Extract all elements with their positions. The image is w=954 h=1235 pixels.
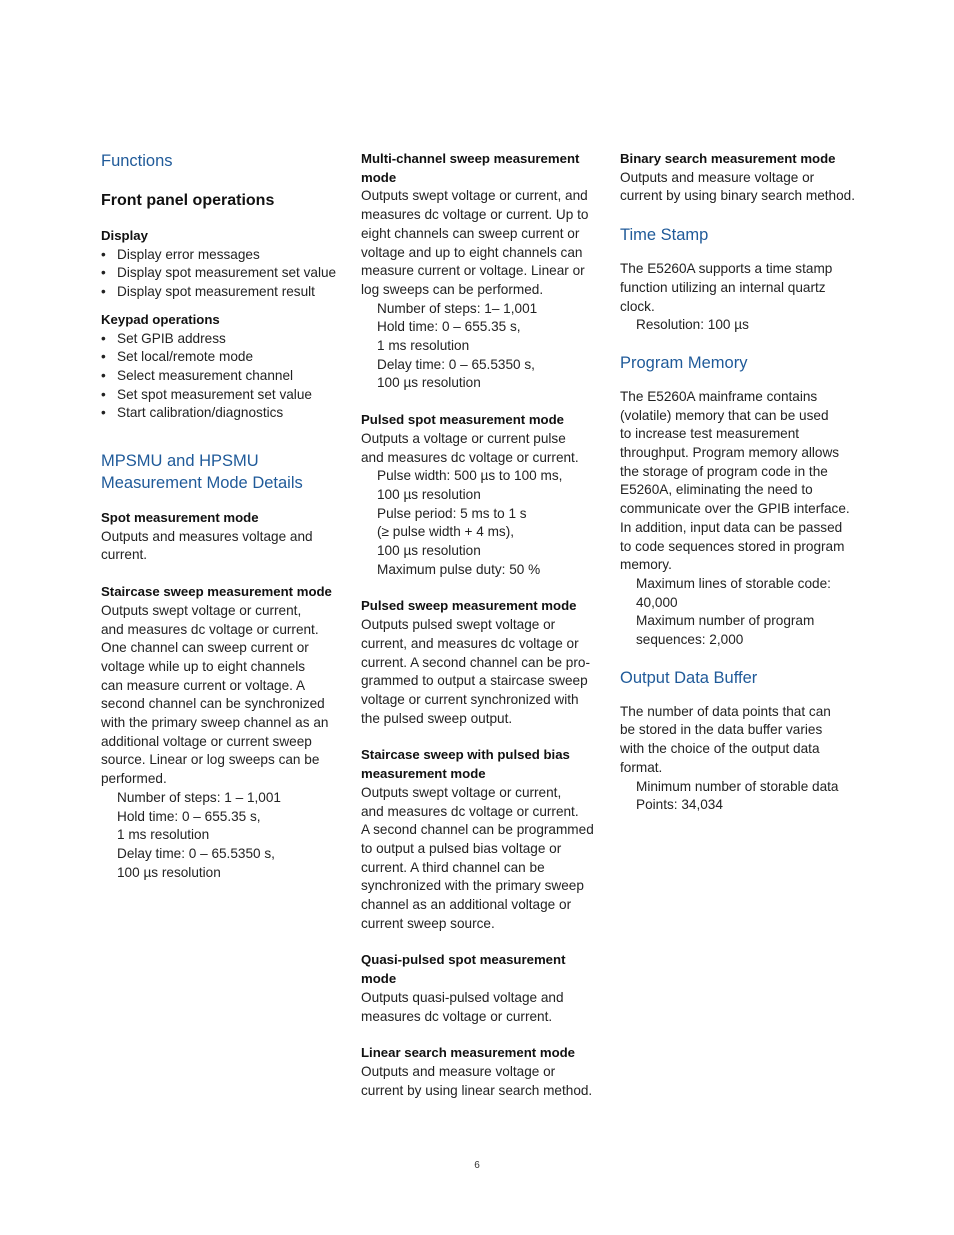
list-item: • Set GPIB address xyxy=(101,330,226,346)
list-item: • Set local/remote mode xyxy=(101,349,254,365)
list-item: • Select measurement channel xyxy=(101,367,294,383)
column-2 xyxy=(361,150,601,1100)
pulsed-sweep-text: Outputs pulsed swept voltage or current, and measures dc voltage or current. A second channel can be pro- grammed to output a staircase sweep voltage or current synchronized with the pulsed sweep output. xyxy=(361,617,590,726)
quasi-pulsed-text: Outputs quasi-pulsed voltage and measures dc voltage or current. xyxy=(361,989,564,1024)
pulsed-spot-label: Pulsed spot measurement mode xyxy=(361,412,564,428)
output-data-buffer-specs: Minimum number of storable data Points: 34,034 xyxy=(636,778,839,813)
keypad-label: Keypad operations xyxy=(101,311,220,327)
multi-channel-specs: Number of steps: 1– 1,001 Hold time: 0 – 655.35 s, 1 ms resolution Delay time: 0 – 65.5350 s, 100 µs resolution xyxy=(377,300,538,391)
multi-channel-text: Outputs swept voltage or current, and measures dc voltage or current. Up to eight channels can sweep current or voltage and up to eight channels can measure current or voltage. Linear or log sweeps can be performed. xyxy=(361,188,589,297)
list-item: • Display spot measurement result xyxy=(101,284,315,300)
list-item: • Set spot measurement set value xyxy=(101,386,312,402)
column-3 xyxy=(620,150,860,815)
time-stamp-text: The E5260A supports a time stamp function utilizing an internal quartz clock. xyxy=(620,261,833,314)
output-data-buffer-text: The number of data points that can be stored in the data buffer varies with the choice of the output data format. xyxy=(620,703,831,775)
column-1 xyxy=(101,150,339,882)
staircase-label: Staircase sweep measurement mode xyxy=(101,584,332,600)
program-memory-specs: Maximum lines of storable code: 40,000 Maximum number of program sequences: 2,000 xyxy=(636,575,831,648)
linear-search-label: Linear search measurement mode xyxy=(361,1045,576,1061)
binary-search-label: Binary search measurement mode xyxy=(620,151,836,166)
staircase-pulsed-label: Staircase sweep with pulsed bias measurement mode xyxy=(361,747,570,782)
staircase-pulsed-text: Outputs swept voltage or current, and measures dc voltage or current. A second channel can be programmed to output a pulsed bias voltage or current. A third channel can be synchronized with the primary sweep channel as an additional voltage or current sweep source. xyxy=(361,784,594,931)
staircase-text: Outputs swept voltage or current, and measures dc voltage or current. One channel can sweep current or voltage while up to eight channels can measure current or voltage. A second channel can be synchronized with the primary sweep channel as an additional voltage or current sweep source. Linear or log sweeps can be performed. xyxy=(101,602,329,787)
program-memory-text: The E5260A mainframe contains (volatile) memory that can be used to increase test measurement throughput. Program memory allows the storage of program code in the E5260A, eliminating the need to communicate over the GPIB interface. In addition, input data can be passed to code sequences stored in program memory. xyxy=(620,388,850,573)
spot-text: Outputs and measures voltage and current. xyxy=(101,528,313,563)
display-label: Display xyxy=(101,228,148,243)
list-item: • Start calibration/diagnostics xyxy=(101,405,284,421)
time-stamp-specs: Resolution: 100 µs xyxy=(636,317,749,333)
pulsed-spot-text: Outputs a voltage or current pulse and measures dc voltage or current. xyxy=(361,430,579,465)
pulsed-spot-specs: Pulse width: 500 µs to 100 ms, 100 µs resolution Pulse period: 5 ms to 1 s (≥ pulse width + 4 ms), 100 µs resolution Maximum pulse duty: 50 % xyxy=(377,468,563,577)
multi-channel-label: Multi-channel sweep measurement mode xyxy=(361,151,580,185)
list-item: • Display error messages xyxy=(101,246,260,262)
display-list xyxy=(101,246,339,302)
staircase-specs: Number of steps: 1 – 1,001 Hold time: 0 – 655.35 s, 1 ms resolution Delay time: 0 – 65.5350 s, 100 µs resolution xyxy=(117,789,281,880)
program-memory-heading: Program Memory xyxy=(620,353,748,372)
quasi-pulsed-label: Quasi-pulsed spot measurement mode xyxy=(361,952,566,987)
mpsmu-heading: MPSMU and HPSMU Measurement Mode Details xyxy=(101,452,303,493)
keypad-list xyxy=(101,330,339,424)
binary-search-text: Outputs and measure voltage or current by using binary search method. xyxy=(620,169,855,204)
functions-heading: Functions xyxy=(101,152,173,170)
time-stamp-heading: Time Stamp xyxy=(620,226,709,245)
front-panel-heading: Front panel operations xyxy=(101,192,275,209)
pulsed-sweep-label: Pulsed sweep measurement mode xyxy=(361,598,577,614)
linear-search-text: Outputs and measure voltage or current by using linear search method. xyxy=(361,1063,593,1098)
page-number: 6 xyxy=(474,1160,480,1171)
list-item: • Display spot measurement set value xyxy=(101,265,337,281)
output-data-buffer-heading: Output Data Buffer xyxy=(620,668,758,687)
spot-label: Spot measurement mode xyxy=(101,510,259,526)
